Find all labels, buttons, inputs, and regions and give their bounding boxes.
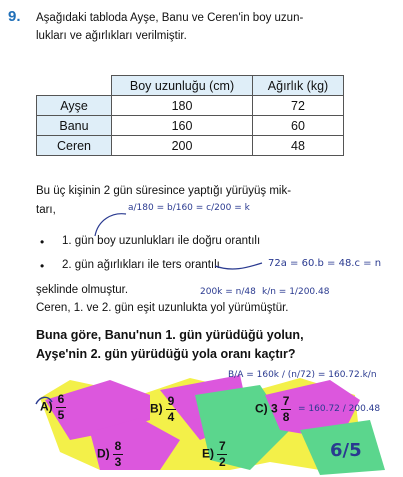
column-header-weight: Ağırlık (kg) — [253, 76, 344, 96]
option-b-denominator: 4 — [167, 410, 175, 424]
option-a-fraction — [56, 393, 66, 422]
option-c-whole: 3 — [271, 401, 278, 416]
option-c-denominator: 8 — [282, 410, 290, 424]
body-line-4: Ceren, 1. ve 2. gün eşit uzunlukta yol yürümüştür. — [36, 302, 289, 314]
handwritten-equation-6: = 160.72 / 200.48 — [298, 404, 381, 414]
table-row — [37, 136, 344, 156]
body-line-1: Bu üç kişinin 2 gün süresince yaptığı yürüyüş mik- — [36, 185, 292, 197]
body-line-2: tarı, — [36, 204, 56, 216]
question-intro — [36, 9, 366, 45]
option-c-fraction — [281, 395, 291, 424]
bullet-1: 1. gün boy uzunlukları ile doğru orantılı — [62, 235, 261, 247]
bullet-dot-1: • — [40, 235, 45, 249]
option-a-letter: A) — [40, 399, 53, 414]
option-c[interactable] — [255, 395, 291, 424]
handwritten-equation-4: k/n = 1/200.48 — [262, 287, 330, 297]
option-e[interactable] — [202, 440, 227, 469]
option-d-letter: D) — [97, 446, 110, 461]
handwritten-answer: 6/5 — [330, 440, 362, 461]
row-name: Ceren — [37, 136, 112, 156]
option-a-denominator: 5 — [57, 408, 65, 422]
column-header-height: Boy uzunluğu (cm) — [112, 76, 253, 96]
row-name: Ayşe — [37, 96, 112, 116]
handwritten-equation-1: a/180 = b/160 = c/200 = k — [128, 203, 250, 213]
option-c-numerator: 7 — [282, 394, 290, 408]
option-b[interactable] — [150, 395, 176, 424]
row-height: 160 — [112, 116, 253, 136]
row-height: 200 — [112, 136, 253, 156]
prompt-line-2: Ayşe'nin 2. gün yürüdüğü yola oranı kaçtır? — [36, 347, 296, 361]
table-row — [37, 116, 344, 136]
option-b-letter: B) — [150, 401, 163, 416]
option-d-denominator: 3 — [114, 455, 122, 469]
table-corner-cell — [37, 76, 112, 96]
option-d[interactable] — [97, 440, 123, 469]
row-height: 180 — [112, 96, 253, 116]
row-weight: 60 — [253, 116, 344, 136]
option-d-fraction — [113, 440, 123, 469]
row-name: Banu — [37, 116, 112, 136]
body-line-3: şeklinde olmuştur. — [36, 284, 129, 296]
option-b-fraction — [166, 395, 176, 424]
handwritten-equation-2: 72a = 60.b = 48.c = n — [268, 258, 382, 269]
bullet-2: 2. gün ağırlıkları ile ters orantılı — [62, 259, 220, 271]
table-header-row — [37, 76, 344, 96]
question-number: 9. — [8, 8, 21, 25]
row-weight: 72 — [253, 96, 344, 116]
option-a-numerator: 6 — [57, 392, 65, 406]
row-weight: 48 — [253, 136, 344, 156]
prompt-line-1: Buna göre, Banu'nun 1. gün yürüdüğü yolun, — [36, 328, 304, 342]
option-e-fraction — [217, 440, 227, 469]
option-a[interactable] — [40, 393, 66, 422]
handwritten-equation-5: B/A = 160k / (n/72) = 160.72.k/n — [228, 370, 377, 380]
handwritten-equation-3: 200k = n/48 — [200, 287, 256, 297]
option-e-numerator: 7 — [219, 439, 226, 453]
option-b-numerator: 9 — [167, 394, 175, 408]
option-c-letter: C) — [255, 401, 268, 416]
option-e-letter: E) — [202, 446, 214, 461]
table-row — [37, 96, 344, 116]
intro-line-2: lukları ve ağırlıkları verilmiştir. — [36, 30, 187, 42]
intro-line-1: Aşağıdaki tabloda Ayşe, Banu ve Ceren'in boy uzun- — [36, 12, 304, 24]
option-e-denominator: 2 — [219, 455, 226, 469]
bullet-dot-2: • — [40, 259, 45, 273]
data-table — [36, 75, 344, 156]
option-d-numerator: 8 — [114, 439, 122, 453]
